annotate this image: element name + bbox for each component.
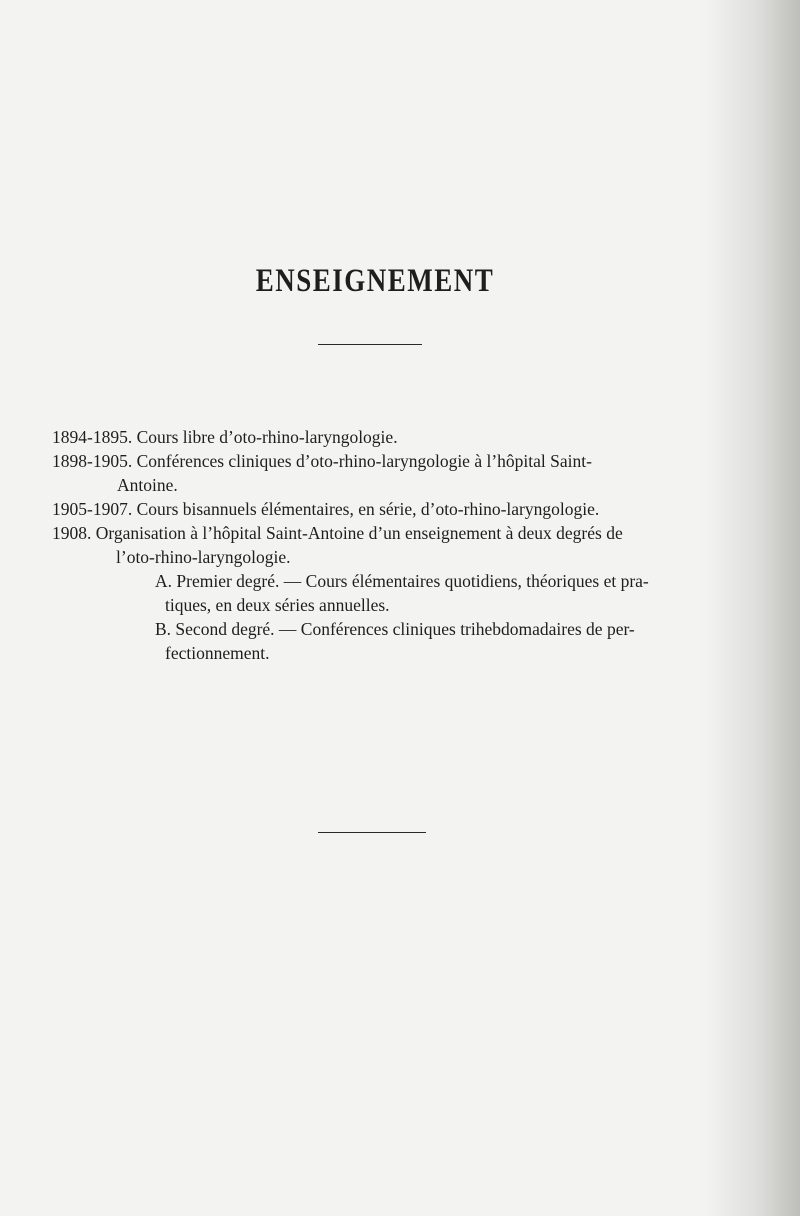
entry-text: 1908. Organisation à l’hôpital Saint-Antoine d’un enseignement à deux degrés de: [52, 523, 623, 543]
sub-item-text: A. Premier degré. — Cours élémentaires quotidiens, théoriques et pra-: [155, 571, 649, 591]
entry-text: 1905-1907. Cours bisannuels élémentaires, en série, d’oto-rhino-laryngologie.: [52, 499, 600, 519]
title-divider: [318, 344, 422, 345]
sub-list-item: [52, 569, 692, 617]
page-edge-shadow: [705, 0, 800, 1216]
entry-continuation: l’oto-rhino-laryngologie.: [116, 547, 291, 567]
page-title: ENSEIGNEMENT: [255, 262, 495, 298]
list-item: [52, 521, 692, 569]
sub-item-continuation: tiques, en deux séries annuelles.: [165, 595, 390, 615]
entry-text: 1898-1905. Conférences cliniques d’oto-rhino-laryngologie à l’hôpital Saint-: [52, 451, 592, 471]
sub-item-text: B. Second degré. — Conférences cliniques trihebdomadaires de per-: [155, 619, 635, 639]
sub-list-item: [52, 617, 692, 665]
sub-item-continuation: fectionnement.: [165, 643, 270, 663]
entry-continuation: Antoine.: [117, 475, 178, 495]
list-item: [52, 449, 692, 497]
teaching-list: [52, 425, 692, 665]
list-item: [52, 425, 692, 449]
entry-text: 1894-1895. Cours libre d’oto-rhino-laryngologie.: [52, 427, 398, 447]
list-item: [52, 497, 692, 521]
end-divider: [318, 832, 426, 833]
